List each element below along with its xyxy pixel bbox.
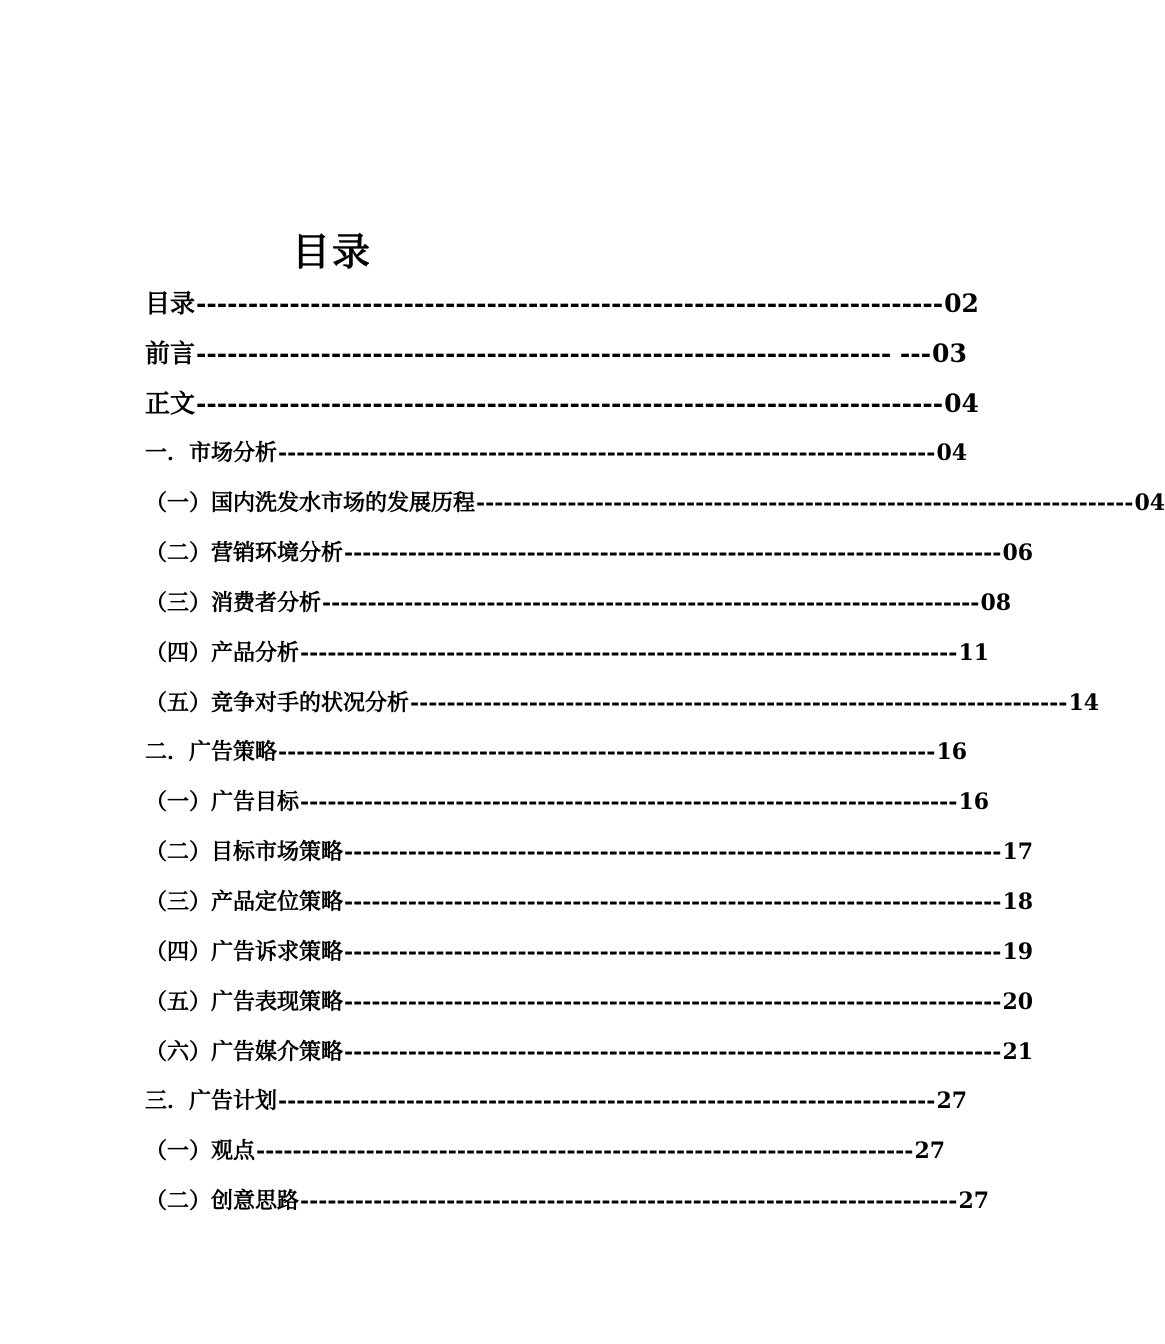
toc-page-number: 19 [1002,939,1034,965]
toc-leader: ------------------------------------------------------------------------ [344,889,1002,915]
toc-leader: ------------------------------------------------------------------------ [278,739,936,765]
toc-page-number: 16 [936,739,968,765]
toc-page-number: 21 [1002,1039,1034,1065]
toc-page-number: 17 [1002,839,1034,865]
toc-page-number: 04 [1134,490,1165,516]
toc-entry[interactable] [145,835,1034,866]
toc-entry-label: （二）营销环境分析 [145,540,344,566]
toc-entry-label: （三）消费者分析 [145,590,322,616]
toc-entry-label: 目录 [145,289,196,318]
toc-leader: ------------------------------------------------------------------------ [300,789,958,815]
toc-entry-label: （二）目标市场策略 [145,839,344,865]
toc-entry-label: 前言 [145,339,196,368]
toc-entry[interactable] [145,636,990,667]
toc-entry[interactable] [145,586,1012,617]
toc-entry[interactable] [145,334,967,370]
toc-entry-label: 一．市场分析 [145,440,278,466]
toc-leader: ------------------------------------------------------------------------ [196,289,944,318]
toc-page-number: 08 [980,590,1012,616]
toc-page-number: 27 [914,1138,946,1164]
toc-leader: ------------------------------------------------------------------------ [344,540,1002,566]
toc-entry-label: （四）产品分析 [145,640,300,666]
toc-entry-label: 三．广告计划 [145,1088,278,1114]
toc-entry-label: 正文 [145,389,196,418]
toc-entry[interactable] [145,885,1034,916]
toc-entry[interactable] [145,785,990,816]
toc-page-number: 27 [936,1088,968,1114]
toc-page-number: 11 [958,640,990,666]
toc-leader: ------------------------------------------------------------------------ [476,490,1134,516]
toc-page-number: 16 [958,789,990,815]
toc-leader: ------------------------------------------------------------------- --- [196,339,932,368]
toc-entry[interactable] [145,1134,946,1165]
toc-entry[interactable] [145,1084,968,1115]
toc-leader: ------------------------------------------------------------------------ [344,839,1002,865]
toc-entry[interactable] [145,686,1100,717]
toc-entry-label: （一）观点 [145,1138,256,1164]
toc-leader: ------------------------------------------------------------------------ [300,1188,958,1214]
toc-entry-label: （一）广告目标 [145,789,300,815]
toc-page-number: 04 [944,389,979,418]
toc-page-number: 06 [1002,540,1034,566]
toc-leader: ------------------------------------------------------------------------ [256,1138,914,1164]
toc-title: 目录 [292,229,373,274]
toc-entry-label: （三）产品定位策略 [145,889,344,915]
toc-leader: ------------------------------------------------------------------------ [322,590,980,616]
toc-entry-label: （二）创意思路 [145,1188,300,1214]
toc-entry-label: （一）国内洗发水市场的发展历程 [145,490,476,516]
toc-page-number: 03 [932,339,967,368]
toc-entry-label: （五）广告表现策略 [145,989,344,1015]
toc-leader: ------------------------------------------------------------------------ [278,440,936,466]
toc-entry[interactable] [145,935,1034,966]
toc-leader: ------------------------------------------------------------------------ [278,1088,936,1114]
toc-entry[interactable] [145,384,979,420]
toc-entry[interactable] [145,985,1034,1016]
toc-leader: ------------------------------------------------------------------------ [344,939,1002,965]
toc-entry[interactable] [145,536,1034,567]
toc-entry-label: （六）广告媒介策略 [145,1039,344,1065]
toc-leader: ------------------------------------------------------------------------ [344,1039,1002,1065]
toc-entry[interactable] [145,436,968,467]
toc-entry[interactable] [145,1184,990,1215]
toc-entry[interactable] [145,1035,1034,1066]
toc-page-number: 27 [958,1188,990,1214]
toc-leader: ------------------------------------------------------------------------ [410,690,1068,716]
toc-page-number: 14 [1068,690,1100,716]
toc-leader: ------------------------------------------------------------------------ [300,640,958,666]
toc-page-number: 04 [936,440,968,466]
toc-entry-label: （五）竞争对手的状况分析 [145,690,410,716]
toc-page-number: 02 [944,289,979,318]
toc-leader: ------------------------------------------------------------------------ [344,989,1002,1015]
toc-page-number: 18 [1002,889,1034,915]
toc-entry[interactable] [145,486,1165,517]
toc-entry[interactable] [145,735,968,766]
toc-page-number: 20 [1002,989,1034,1015]
toc-leader: ------------------------------------------------------------------------ [196,389,944,418]
toc-entry-label: 二．广告策略 [145,739,278,765]
toc-entry-label: （四）广告诉求策略 [145,939,344,965]
toc-entry[interactable] [145,284,979,320]
